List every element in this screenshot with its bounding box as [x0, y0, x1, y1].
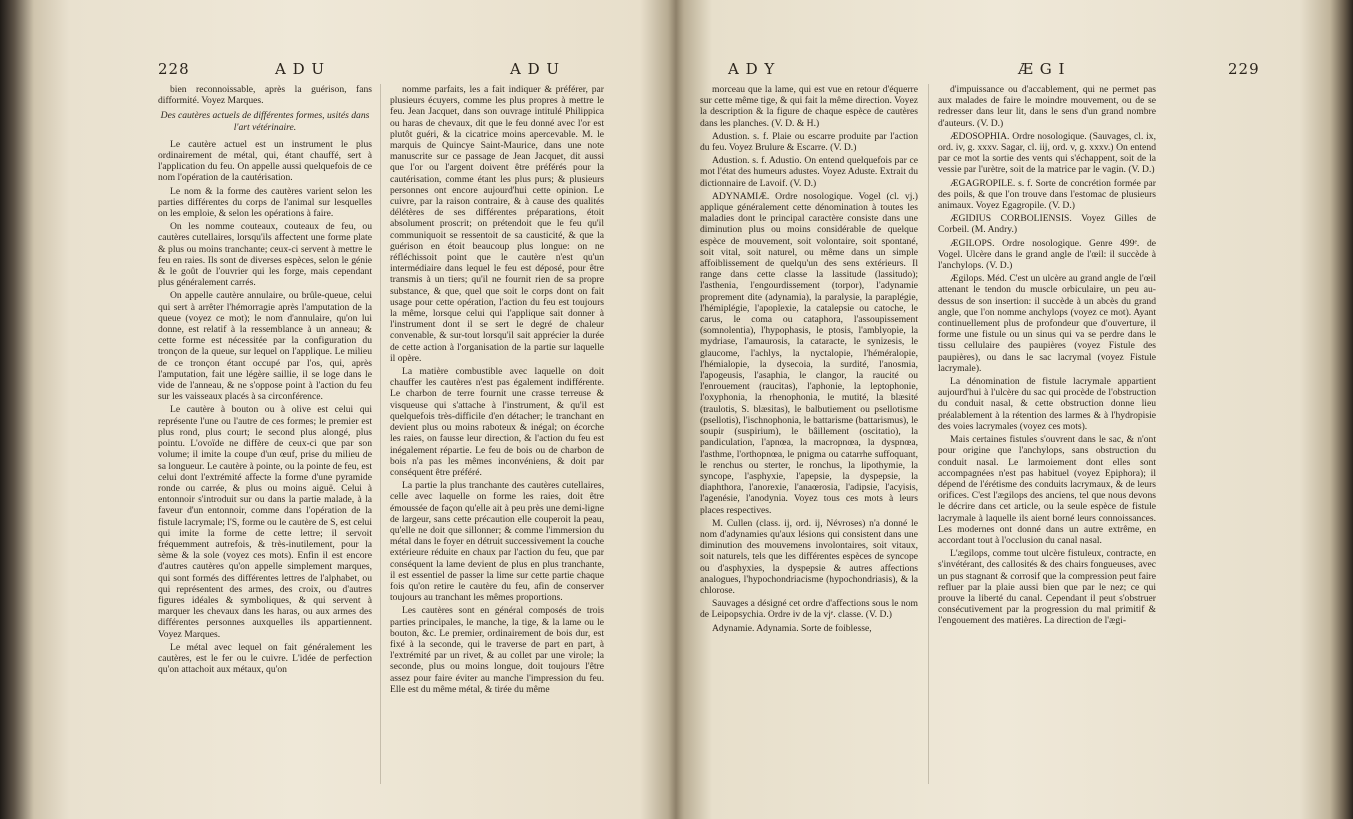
paragraph: ÆGAGROPILE. s. f. Sorte de concrétion formée par des poils, & que l'on trouve dans l'estomac de plusieurs animaux. Voyez Egagropile. (V. D.) — [938, 177, 1156, 212]
paragraph: Les cautères sont en général composés de trois parties principales, le manche, la tige, & la lame ou le bouton, &c. Le premier, ordinairement de bois dur, est fixé à la seconde, qui le traverse de part en part, à l'extrémité par un rivet, & au collet par une virole; la seconde, plus ou moins longue, doit toujours l'être assez pour faire éviter au manche l'impression du feu. Elle est du même métal, & tirée du même — [390, 605, 604, 695]
paragraph: L'ægilops, comme tout ulcère fistuleux, contracte, en s'invétérant, des callosités & des chairs fongueuses, avec un pus stagnant & corrosif que la compression peut faire refluer par la plaie aussi bien que par le nez; ce qui prouve la liberté du canal. Cependant il peut s'obstruer consécutivement par la progression du mal primitif & l'engouement des matières. La direction de l'ægi- — [938, 548, 1156, 627]
page-number: 228 — [158, 60, 190, 78]
paragraph: bien reconnoissable, après la guérison, fans difformité. Voyez Marques. — [158, 84, 372, 107]
left-page — [40, 0, 666, 819]
paragraph: Le cautère à bouton ou à olive est celui qui représente l'une ou l'autre de ces formes; le premier est plus rond, plus court; le second plus alongé, plus pointu. L'ovoïde ne diffère de ceux-ci que par son volume; il imite la coupe d'un œuf, prise du milieu de sa longueur. Le cautère à pointe, ou la pointe de feu, est celui dont l'extrémité affecte la forme d'une pyramide ronde ou carrée, & plus ou moins aiguë. Celui à entonnoir s'introduit sur ou dans la partie malade, à la faveur d'un entonnoir, comme dans l'opération de la fistule lacrymale; l'S, forme ou le cautère de S, est celui qui imite la forme de cette lettre; il servoit fréquemment autrefois, & très-inutilement, pour la sème & la sole (voyez ces mots). Enfin il est encore d'autres cautères qu'on appelle simplement marques, qui sont formés des différentes lettres de l'alphabet, ou qui représentent des armes, des croix, ou d'autres figures idéales & symboliques, & qui servent à marquer les chevaux dans les haras, ou aux armes des différentes personnes auxquelles ils appartiennent. Voyez Marques. — [158, 404, 372, 640]
paragraph: nomme parfaits, les a fait indiquer & préférer, par plusieurs écuyers, comme les plus propres à mettre le feu. Jean Jacquet, dans son ouvrage intitulé Philippica ou haras de chevaux, dit que le feu donné avec l'or est plutôt guéri, & la cicatrice moins apercevable. M. le marquis de Quincye Saint-Maurice, dans une note manuscrite sur ce passage de Jean Jacquet, dit aussi que l'or ou l'argent doivent être préférés pour la cautérisation, comme étant les plus purs; & plusieurs personnes ont encore aujourd'hui cette opinion. Le cuivre, par la raison contraire, & à cause des qualités délétères de ses différentes préparations, étoit absolument proscrit; on prétendoit que le feu qu'il communiquoit se ressentoit de sa causticité, & que la guérison en étoit beaucoup plus longue: on ne réfléchissoit point que le cautère n'est qu'un intermédiaire dans lequel le feu est déposé, pour être transmis à un tiers; qu'il ne fournit rien de sa propre substance, & que, quel que soit le corps dont on fait usage pour cette opération, l'action du feu est toujours la même, lorsque celui qui l'applique sait donner à l'instrument dont il se sert le degré de chaleur convenable, & sur-tout lorsqu'il sait apprécier la durée de cette action à l'organisation de la partie sur laquelle il opère. — [390, 84, 604, 364]
running-header: A D Y — [728, 60, 776, 78]
paragraph: La matière combustible avec laquelle on doit chauffer les cautères n'est pas également indifférente. Le charbon de terre fournit une crasse terreuse & visqueuse qui s'attache à l'instrument, & qu'il est quelquefois très-difficile d'en détacher; le tranchant en devient plus ou moins raboteux & inégal; on écorche les raies, on fausse leur direction, & l'action du feu est inégalement répartie. Le feu de bois ou de charbon de bois n'a pas les mêmes inconvéniens, & doit par conséquent être préféré. — [390, 366, 604, 478]
paragraph: La dénomination de fistule lacrymale appartient aujourd'hui à l'ulcère du sac qui procède de l'obstruction du conduit nasal, & cette obstruction donne lieu préalablement à la rétention des larmes & à l'hydropisie des voies lacrymales (voyez ces mots). — [938, 376, 1156, 432]
paragraph: ÆGILOPS. Ordre nosologique. Genre 499ᵉ. de Vogel. Ulcère dans le grand angle de l'œil: il succède à l'anchylops. (V. D.) — [938, 237, 1156, 272]
text-column — [700, 84, 918, 636]
paragraph: ÆDOSOPHIA. Ordre nosologique. (Sauvages, cl. ix, ord. iv, g. xxxv. Sagar, cl. iij, ord. v, g. xxxv.) On entend par ce mot la sortie des vents qui s'échappent, soit de la vessie par l'urètre, soit de la matrice par le vagin. (V. D.) — [938, 130, 1156, 176]
paragraph: La partie la plus tranchante des cautères cutellaires, celle avec laquelle on forme les raies, doit être émoussée de façon qu'elle ait à peu près une demi-ligne de largeur, sans cette précaution elle couperoit la peau, qu'elle ne doit que sillonner; & comme l'immersion du métal dans le foyer en détruit successivement la couche extérieure réduite en chaux par l'action du feu, que par conséquent la lame devient de plus en plus tranchante, il est essentiel de passer la lime sur cette partie chaque fois qu'on retire le cautère du feu, afin de conserver toujours au tranchant les mêmes proportions. — [390, 480, 604, 604]
paragraph: Adustion. s. f. Plaie ou escarre produite par l'action du feu. Voyez Brulure & Escarre. (V. D.) — [700, 130, 918, 154]
paragraph: On appelle cautère annulaire, ou brûle-queue, celui qui sert à arrêter l'hémorragie après l'amputation de la queue (voyez ce mot); le nom d'annulaire, qu'on lui donne, est relatif à la ressemblance à un anneau; & cette forme est nécessitée par la configuration du tronçon de la queue, sur lequel on l'applique. Le milieu de ce tronçon étant occupé par l'os, qui, après l'amputation, fait une légère saillie, il se loge dans le vide de l'anneau, & ne s'oppose point à l'action du feu sur les vaisseaux placés à sa circonférence. — [158, 290, 372, 403]
paragraph: On les nomme couteaux, couteaux de feu, ou cautères cutellaires, lorsqu'ils affectent une forme plate & plus ou moins tranchante; ceux-ci servent à mettre le feu en raies. Ils sont de diverses espèces, selon le génie & le goût de l'ouvrier qui les forge, mais cependant plus généralement carrés. — [158, 221, 372, 289]
paragraph: Mais certaines fistules s'ouvrent dans le sac, & n'ont pour origine que l'anchylops, sans obstruction du conduit nasal. Le larmoiement dont elles sont accompagnées n'est pas habituel (voyez Epiphora); il dépend de l'érétisme des conduits lacrymaux, & de leurs orifices. C'est l'ægilops des anciens, tel que nous devons le décrire dans cet article, ou la seule espèce de fistule lacrymale à laquelle ils aient borné leurs connoissances. Les modernes ont donné dans un autre extrême, en accordant tout à l'occlusion du canal nasal. — [938, 434, 1156, 546]
column-divider — [928, 84, 929, 784]
running-header: A D U — [510, 60, 561, 78]
text-column — [390, 84, 604, 697]
right-page — [688, 0, 1328, 819]
paragraph: ÆGIDIUS CORBOLIENSIS. Voyez Gilles de Corbeil. (M. Andry.) — [938, 213, 1156, 236]
paragraph: Le cautère actuel est un instrument le plus ordinairement de métal, qui, étant chauffé, sert à l'application du feu. On appelle aussi quelquefois de ce nom l'opération de la cautérisation. — [158, 138, 372, 184]
paragraph: Adynamie. Adynamia. Sorte de foiblesse, — [712, 622, 872, 634]
running-header: A D U — [275, 60, 326, 78]
paragraph: Sauvages a désigné cet ordre d'affections sous le nom de Leipopsychia. Ordre iv de la vjᵉ. classe. (V. D.) — [700, 598, 918, 621]
paragraph: M. Cullen (class. ij, ord. ij, Névroses) n'a donné le nom d'adynamies qu'aux lésions qui consistent dans une diminution des mouvemens involontaires, soit vitaux, soit naturels, tels que les différentes espèces de syncope ou d'asphyxies, la dyspepsie & autres affections analogues, l'hypochondriacisme (hypochondriasis), & la chlorose. — [700, 517, 918, 596]
section-heading: Des cautères actuels de différentes formes, usités dans l'art vétérinaire. — [160, 110, 370, 133]
column-divider — [380, 84, 381, 784]
paragraph: Adustion. s. f. Adustio. On entend quelquefois par ce mot l'état des humeurs adustes. Voyez Aduste. Extrait du dictionnaire de Lavoif. (V. D.) — [700, 155, 918, 189]
paragraph: Le métal avec lequel on fait généralement les cautères, est le fer ou le cuivre. L'idée de perfection qu'on attachoit aux métaux, qu'on — [158, 641, 372, 676]
paragraph: Ægilops. Méd. C'est un ulcère au grand angle de l'œil attenant le tendon du muscle orbiculaire, un peu au-dessus de son insertion: il succède à un abcès du grand angle, que l'on nomme anchylops (voyez ce mot). Ayant continuellement plus de profondeur que d'ouverture, il forme une fistule ou un sinus qui va se perdre dans le tissu cellulaire des paupières (voyez Fistule des paupières), ou dans le sac lacrymal (voyez Fistule lacrymale). — [938, 273, 1156, 374]
page-number: 229 — [1228, 60, 1260, 78]
paragraph: Le nom & la forme des cautères varient selon les parties différentes du corps de l'animal sur lesquelles on les emploie, & selon les opérations à faire. — [158, 185, 372, 220]
text-column — [158, 84, 372, 677]
paragraph: morceau que la lame, qui est vue en retour d'équerre sur cette même tige, & qui fait la même direction. Voyez la description & la figure de chaque espèce de cautères dans les planches. (V. D. & H.) — [700, 84, 918, 129]
paragraph: d'impuissance ou d'accablement, qui ne permet pas aux malades de faire le moindre mouvement, ou de se redresser dans leur lit, dans le sens d'un grand nombre d'auteurs. (V. D.) — [938, 84, 1156, 129]
running-header: Æ G I — [1018, 60, 1066, 78]
paragraph: ADYNAMIÆ. Ordre nosologique. Vogel (cl. vj.) applique généralement cette dénomination à toutes les maladies dont le principal caractère consiste dans une diminution plus ou moins considérable de quelque espèce de mouvement, soit volontaire, soit spontané, soit vital, soit naturel, ou même dans un simple affoiblissement de quelqu'un des sens extérieurs. Il range dans cette classe la lassitude (lassitudo); l'asthenia, l'engourdissement (torpor), l'adynamie proprement dite (adynamia), la paralysie, la paraplégie, l'hémiplégie, l'apoplexie, la catalepsie ou catoche, le carus, le coma ou cataphora, l'assoupissement (somnolentia), l'hypophasis, le ptosis, l'amblyopie, la mydriase, l'amaurosis, la cataracte, le synizesis, le glaucome, l'achlys, la nyctalopie, l'héméralopie, l'hémialopie, la dysecoia, la surdité, l'anosmia, l'apogeusis, l'asaphia, le clangor, la raucité ou l'enrouement (raucitas), l'aphonie, la leptophonie, l'oxyphonia, la rhenophonia, le mutité, la blæsité (traulotis, S. blæsitas), le balbutiement ou psellotisme (psellotis), l'ischnophonia, le battarisme (battarismus), le soupir (suspirium), le bâillement (oscitatio), la pandiculation, l'apnœa, la macropnœa, la dyspnœa, l'asthme, l'orthopnœa, le pnigma ou catarrhe suffoquant, le renchus ou sterter, le ronchus, la lipothymie, la syncope, l'asphyxie, l'apepsie, la dyspepsie, la diaphthora, l'anorexie, l'anaœrosia, l'adipsie, l'acyisis, l'agenésie, l'anodynia. Voyez tous ces mots à leurs places respectives. — [700, 190, 918, 516]
text-column — [938, 84, 1156, 629]
